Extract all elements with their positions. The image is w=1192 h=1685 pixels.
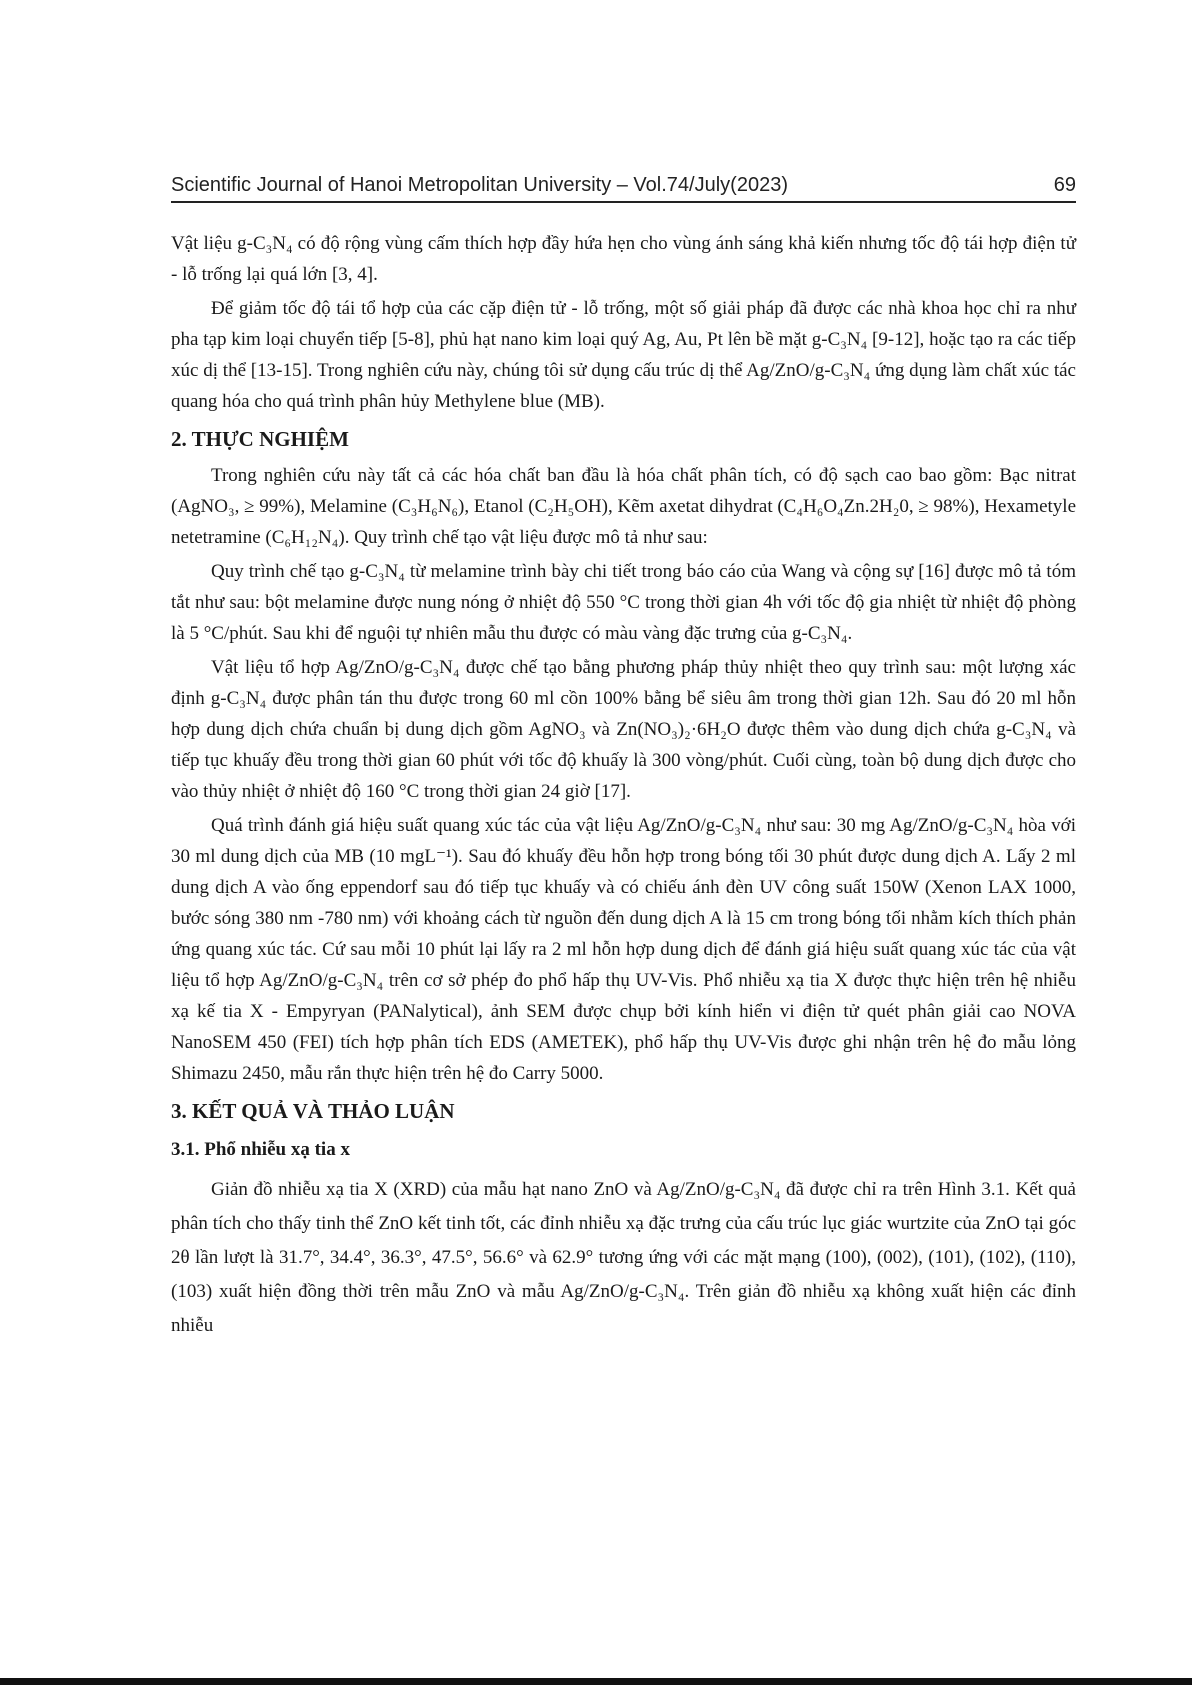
page-body (171, 228, 1076, 1346)
experimental-paragraph-4: Quá trình đánh giá hiệu suất quang xúc tác của vật liệu Ag/ZnO/g-C₃N₄ như sau: 30 mg Ag/ZnO/g-C₃N₄ hòa với 30 ml dung dịch của MB (10 mgL⁻¹). Sau đó khuấy đều hỗn hợp trong bóng tối 30 phút được dung dịch A. Lấy 2 ml dung dịch A vào ống eppendorf sau đó tiếp tục khuấy và có chiếu ánh đèn UV công suất 150W (Xenon LAX 1000, bước sóng 380 nm -780 nm) với khoảng cách từ nguồn đến dung dịch A là 15 cm trong bóng tối nhằm kích thích phản ứng quang xúc tác. Cứ sau mỗi 10 phút lại lấy ra 2 ml hỗn hợp dung dịch để đánh giá hiệu suất quang xúc tác của vật liệu tổ hợp Ag/ZnO/g-C₃N₄ trên cơ sở phép đo phổ hấp thụ UV-Vis. Phổ nhiễu xạ tia X được thực hiện trên hệ nhiễu xạ kế tia X - Empyryan (PANalytical), ảnh SEM được chụp bởi kính hiển vi điện tử quét phân giải cao NOVA NanoSEM 450 (FEI) tích hợp phân tích EDS (AMETEK), phổ hấp thụ UV-Vis được ghi nhận trên hệ đo mẫu lỏng Shimazu 2450, mẫu rắn thực hiện trên hệ đo Carry 5000. (171, 815, 1076, 1084)
subsection-3-1-heading: 3.1. Phổ nhiễu xạ tia x (171, 1139, 350, 1160)
bottom-edge-bar (0, 1678, 1192, 1685)
page-number: 69 (1053, 174, 1076, 196)
experimental-paragraph-1: Trong nghiên cứu này tất cả các hóa chất ban đầu là hóa chất phân tích, có độ sạch cao bao gồm: Bạc nitrat (AgNO₃, ≥ 99%), Melamine (C₃H₆N₆), Etanol (C₂H₅OH), Kẽm axetat dihydrat (C₄H₆O₄Zn.2H₂0, ≥ 98%), Hexametyle netetramine (C₆H₁₂N₄). Quy trình chế tạo vật liệu được mô tả như sau: (171, 465, 1076, 548)
results-paragraph-1: Giản đồ nhiễu xạ tia X (XRD) của mẫu hạt nano ZnO và Ag/ZnO/g-C₃N₄ đã được chỉ ra trên Hình 3.1. Kết quả phân tích cho thấy tinh thể ZnO kết tinh tốt, các đỉnh nhiễu xạ đặc trưng của cấu trúc lục giác wurtzite của ZnO tại góc 2θ lần lượt là 31.7°, 34.4°, 36.3°, 47.5°, 56.6° và 62.9° tương ứng với các mặt mạng (100), (002), (101), (102), (110), (103) xuất hiện đồng thời trên mẫu ZnO và mẫu Ag/ZnO/g-C₃N₄. Trên giản đồ nhiễu xạ không xuất hiện các đỉnh nhiễu (171, 1179, 1076, 1336)
header-divider (171, 201, 1076, 203)
running-header (171, 170, 1076, 198)
section-3-heading: 3. KẾT QUẢ VÀ THẢO LUẬN (171, 1099, 455, 1123)
intro-paragraph-2: Để giảm tốc độ tái tổ hợp của các cặp điện tử - lỗ trống, một số giải pháp đã được các nhà khoa học chỉ ra như pha tạp kim loại chuyển tiếp [5-8], phủ hạt nano kim loại quý Ag, Au, Pt lên bề mặt g-C₃N₄ [9-12], hoặc tạo ra các tiếp xúc dị thể [13-15]. Trong nghiên cứu này, chúng tôi sử dụng cấu trúc dị thể Ag/ZnO/g-C₃N₄ ứng dụng làm chất xúc tác quang hóa cho quá trình phân hủy Methylene blue (MB). (171, 298, 1076, 412)
experimental-paragraph-2: Quy trình chế tạo g-C₃N₄ từ melamine trình bày chi tiết trong báo cáo của Wang và cộng sự [16] được mô tả tóm tắt như sau: bột melamine được nung nóng ở nhiệt độ 550 °C trong thời gian 4h với tốc độ gia nhiệt từ nhiệt độ phòng là 5 °C/phút. Sau khi để nguội tự nhiên mẫu thu được có màu vàng đặc trưng của g-C₃N₄. (171, 561, 1076, 644)
journal-title: Scientific Journal of Hanoi Metropolitan University – Vol.74/July(2023) (171, 174, 788, 196)
section-2-heading: 2. THỰC NGHIỆM (171, 427, 349, 451)
experimental-paragraph-3: Vật liệu tổ hợp Ag/ZnO/g-C₃N₄ được chế tạo bằng phương pháp thủy nhiệt theo quy trình sau: một lượng xác định g-C₃N₄ được phân tán thu được trong 60 ml cồn 100% bằng bể siêu âm trong thời gian 12h. Sau đó 20 ml hỗn hợp dung dịch chứa chuẩn bị dung dịch gồm AgNO₃ và Zn(NO₃)₂·6H₂O được thêm vào dung dịch chứa g-C₃N₄ và tiếp tục khuấy đều trong thời gian 60 phút với tốc độ khuấy là 300 vòng/phút. Cuối cùng, toàn bộ dung dịch được cho vào thủy nhiệt ở nhiệt độ 160 °C trong thời gian 24 giờ [17]. (171, 657, 1076, 802)
intro-paragraph-1: Vật liệu g-C₃N₄ có độ rộng vùng cấm thích hợp đầy hứa hẹn cho vùng ánh sáng khả kiến nhưng tốc độ tái hợp điện tử - lỗ trống lại quá lớn [3, 4]. (171, 233, 1076, 285)
